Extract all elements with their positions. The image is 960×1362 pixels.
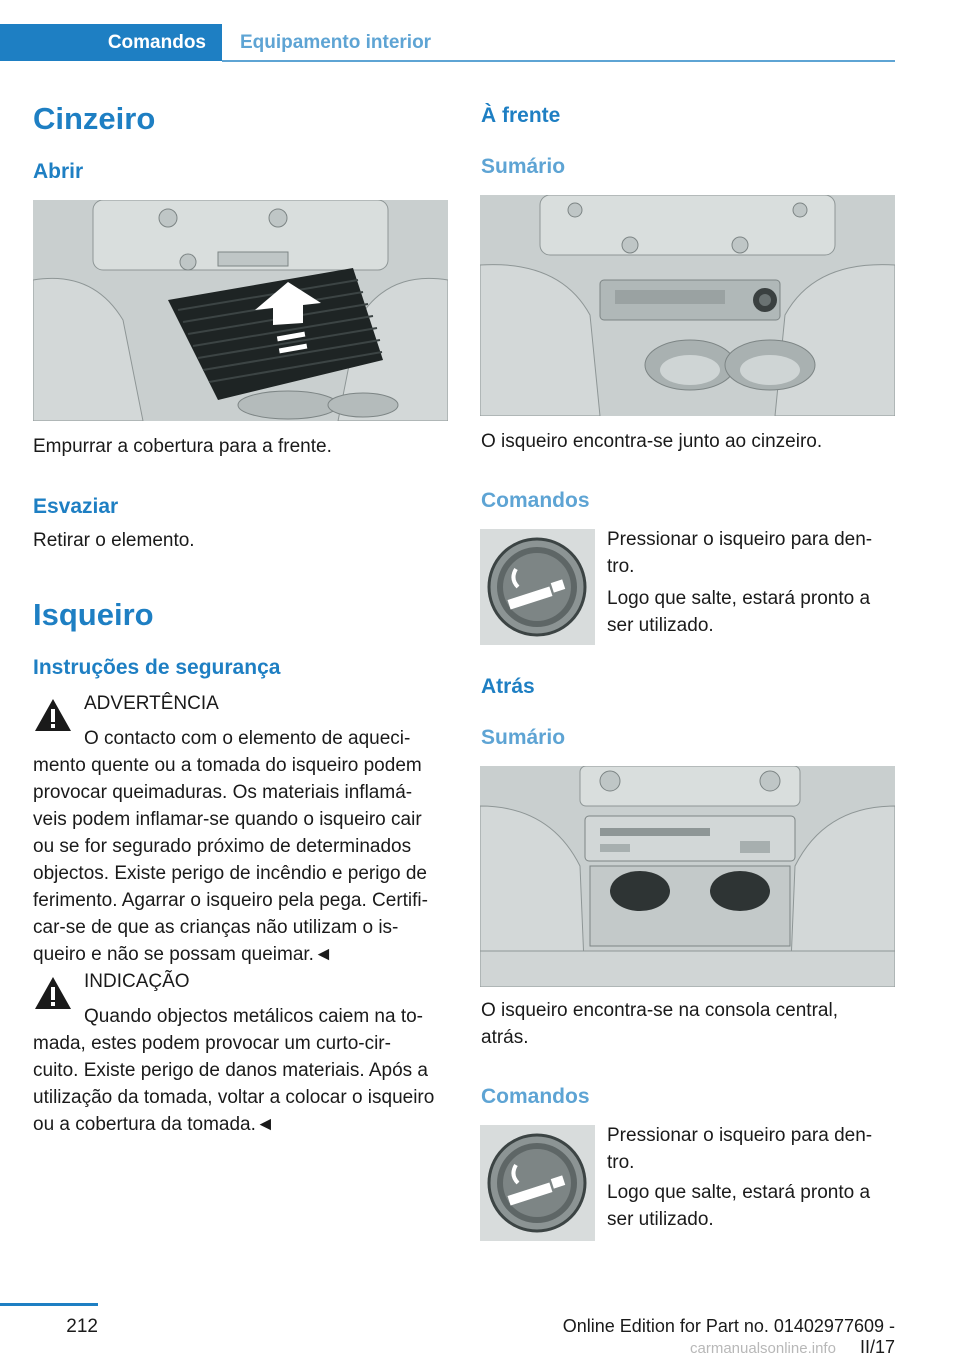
warning2-label: INDICAÇÃO bbox=[84, 971, 190, 992]
heading-sumario-frente: Sumário bbox=[481, 155, 566, 178]
warning2-line1: Quando objectos metálicos caiem na to- bbox=[84, 1006, 424, 1027]
front-console-illustration bbox=[480, 195, 895, 416]
warning1-line: queiro e não se possam queimar.◄ bbox=[33, 944, 333, 965]
edition-footer: Online Edition for Part no. 01402977609 - II/17 bbox=[562, 1316, 895, 1357]
heading-instrucoes-seguranca: Instruções de segurança bbox=[33, 656, 281, 679]
comandos1-ready-line: ser utilizado. bbox=[607, 615, 714, 636]
comandos1-press-text bbox=[607, 526, 872, 580]
comandos1-ready-line: Logo que salte, estará pronto a bbox=[607, 588, 871, 609]
rear-console-illustration bbox=[480, 766, 895, 987]
warning1-line1: O contacto com o elemento de aqueci- bbox=[84, 728, 411, 749]
cigarette-lighter-icon bbox=[480, 1125, 595, 1241]
header-divider bbox=[222, 60, 895, 62]
comandos1-ready-text bbox=[607, 585, 870, 639]
warning1-line: mento quente ou a tomada do isqueiro podem bbox=[33, 755, 422, 776]
notice-triangle-icon bbox=[33, 975, 73, 1011]
warning2-line: ou a cobertura da tomada.◄ bbox=[33, 1114, 275, 1135]
warning1-line: car-se de que as crianças não utilizam o is- bbox=[33, 917, 399, 938]
warning1-line: objectos. Existe perigo de incêndio e perigo de bbox=[33, 863, 427, 884]
tab-equipamento-interior[interactable]: Equipamento interior bbox=[240, 32, 432, 53]
warning2-line: utilização da tomada, voltar a colocar o isqueiro bbox=[33, 1087, 435, 1108]
comandos2-press-line: Pressionar o isqueiro para den- bbox=[607, 1125, 873, 1146]
warning1-line: provocar queimaduras. Os materiais inflamá- bbox=[33, 782, 413, 803]
comandos2-press-text bbox=[607, 1122, 872, 1176]
warning2-line: cuito. Existe perigo de danos materiais. Após a bbox=[33, 1060, 429, 1081]
comandos2-ready-text bbox=[607, 1179, 870, 1233]
footer-divider bbox=[0, 1303, 98, 1306]
heading-comandos-atras: Comandos bbox=[481, 1085, 590, 1108]
warning1-line: ferimento. Agarrar o isqueiro pela pega. Certifi- bbox=[33, 890, 428, 911]
cigarette-lighter-icon bbox=[480, 529, 595, 645]
comandos1-press-line: Pressionar o isqueiro para den- bbox=[607, 529, 873, 550]
section-title-isqueiro: Isqueiro bbox=[33, 597, 154, 632]
sumario1-text: O isqueiro encontra-se junto ao cinzeiro. bbox=[481, 431, 823, 452]
sumario2-text bbox=[481, 997, 838, 1051]
heading-esvaziar: Esvaziar bbox=[33, 495, 119, 518]
heading-abrir: Abrir bbox=[33, 160, 84, 183]
ashtray-open-illustration bbox=[33, 200, 448, 421]
warning1-label: ADVERTÊNCIA bbox=[84, 693, 219, 714]
sumario2-line: atrás. bbox=[481, 1027, 529, 1048]
warning1-line: veis podem inflamar-se quando o isqueiro cair bbox=[33, 809, 422, 830]
esvaziar-text: Retirar o elemento. bbox=[33, 530, 195, 551]
comandos2-ready-line: ser utilizado. bbox=[607, 1209, 714, 1230]
warning2-text bbox=[33, 1030, 434, 1138]
comandos1-press-line: tro. bbox=[607, 556, 635, 577]
heading-sumario-atras: Sumário bbox=[481, 726, 566, 749]
comandos2-press-line: tro. bbox=[607, 1152, 635, 1173]
warning1-line: ou se for segurado próximo de determinados bbox=[33, 836, 412, 857]
sumario2-line: O isqueiro encontra-se na consola central, bbox=[481, 1000, 838, 1021]
warning1-text bbox=[33, 752, 428, 968]
heading-a-frente: À frente bbox=[481, 104, 561, 127]
page-number: 212 bbox=[66, 1316, 98, 1337]
comandos2-ready-line: Logo que salte, estará pronto a bbox=[607, 1182, 871, 1203]
warning2-line: mada, estes podem provocar um curto-cir- bbox=[33, 1033, 391, 1054]
warning-triangle-icon bbox=[33, 697, 73, 733]
heading-atras: Atrás bbox=[481, 675, 535, 698]
watermark: carmanualsonline.info bbox=[690, 1340, 836, 1357]
section-title-cinzeiro: Cinzeiro bbox=[33, 101, 156, 136]
tab-comandos[interactable]: Comandos bbox=[0, 24, 222, 61]
heading-comandos-frente: Comandos bbox=[481, 489, 590, 512]
abrir-text: Empurrar a cobertura para a frente. bbox=[33, 436, 332, 457]
